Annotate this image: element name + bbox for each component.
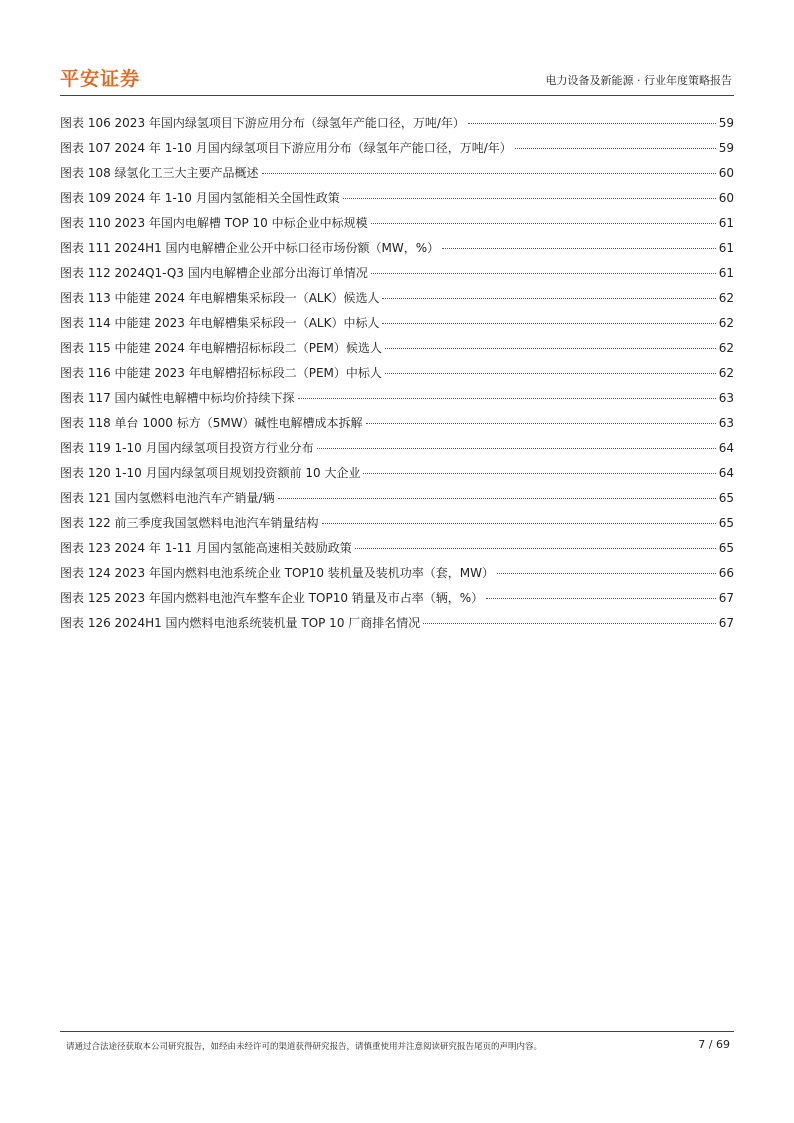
toc-entry-label: 图表 125 2023 年国内燃料电池汽车整车企业 TOP10 销量及市占率（辆，%） [60, 591, 484, 605]
toc-entry-page: 61 [718, 216, 734, 230]
company-logo: 平安证券 [60, 68, 141, 90]
toc-entry[interactable] [60, 214, 734, 239]
toc-entry[interactable] [60, 589, 734, 614]
toc-entry-page: 62 [718, 366, 734, 380]
dot-leader [343, 198, 716, 199]
dot-leader [363, 473, 715, 474]
dot-leader [298, 398, 716, 399]
dot-leader [385, 373, 716, 374]
toc-entry-page: 64 [718, 466, 734, 480]
header-divider [60, 95, 734, 96]
toc-entry-label: 图表 116 中能建 2023 年电解槽招标标段二（PEM）中标人 [60, 366, 382, 380]
toc-entry-page: 62 [718, 291, 734, 305]
toc-entry[interactable] [60, 414, 734, 439]
toc-entry-page: 65 [718, 516, 734, 530]
page-number: 7 / 69 [698, 1038, 730, 1051]
report-title: 电力设备及新能源 · 行业年度策略报告 [545, 74, 732, 87]
toc-entry-label: 图表 112 2024Q1-Q3 国内电解槽企业部分出海订单情况 [60, 266, 368, 280]
toc-entry-label: 图表 114 中能建 2023 年电解槽集采标段一（ALK）中标人 [60, 316, 380, 330]
toc-entry-label: 图表 110 2023 年国内电解槽 TOP 10 中标企业中标规模 [60, 216, 368, 230]
toc-entry-page: 60 [718, 191, 734, 205]
toc-entry-label: 图表 108 绿氢化工三大主要产品概述 [60, 166, 259, 180]
toc-entry-page: 63 [718, 391, 734, 405]
toc-entry-page: 63 [718, 416, 734, 430]
dot-leader [497, 573, 716, 574]
toc-entry[interactable] [60, 339, 734, 364]
toc-entry-label: 图表 119 1-10 月国内绿氢项目投资方行业分布 [60, 441, 314, 455]
toc-entry[interactable] [60, 289, 734, 314]
toc-entry[interactable] [60, 564, 734, 589]
toc-entry-label: 图表 109 2024 年 1-10 月国内氢能相关全国性政策 [60, 191, 340, 205]
dot-leader [486, 598, 716, 599]
toc-entry[interactable] [60, 314, 734, 339]
toc-entry-label: 图表 120 1-10 月国内绿氢项目规划投资额前 10 大企业 [60, 466, 361, 480]
toc-entry[interactable] [60, 489, 734, 514]
dot-leader [371, 273, 716, 274]
toc-entry[interactable] [60, 189, 734, 214]
toc-entry-page: 59 [718, 116, 734, 130]
footer-disclaimer: 请通过合法途径获取本公司研究报告，如经由未经许可的渠道获得研究报告，请慎重使用并注意阅读研究报告尾页的声明内容。 [66, 1042, 543, 1052]
toc-entry-page: 65 [718, 491, 734, 505]
toc-entry[interactable] [60, 514, 734, 539]
toc-entry-label: 图表 106 2023 年国内绿氢项目下游应用分布（绿氢年产能口径，万吨/年） [60, 116, 465, 130]
toc-entry[interactable] [60, 614, 734, 639]
footer-divider [60, 1031, 734, 1032]
toc-entry[interactable] [60, 164, 734, 189]
toc-entry-label: 图表 126 2024H1 国内燃料电池系统装机量 TOP 10 厂商排名情况 [60, 616, 421, 630]
toc-entry[interactable] [60, 439, 734, 464]
dot-leader [355, 548, 716, 549]
toc-entry-label: 图表 118 单台 1000 标方（5MW）碱性电解槽成本拆解 [60, 416, 363, 430]
figure-index-list [60, 114, 734, 639]
toc-entry-label: 图表 107 2024 年 1-10 月国内绿氢项目下游应用分布（绿氢年产能口径，万吨/年） [60, 141, 512, 155]
toc-entry-label: 图表 122 前三季度我国氢燃料电池汽车销量结构 [60, 516, 319, 530]
dot-leader [322, 523, 716, 524]
toc-entry[interactable] [60, 239, 734, 264]
toc-entry[interactable] [60, 264, 734, 289]
toc-entry-page: 64 [718, 441, 734, 455]
toc-entry-page: 61 [718, 241, 734, 255]
dot-leader [442, 248, 716, 249]
toc-entry[interactable] [60, 114, 734, 139]
dot-leader [262, 173, 716, 174]
toc-entry[interactable] [60, 139, 734, 164]
toc-entry-page: 62 [718, 316, 734, 330]
dot-leader [468, 123, 716, 124]
dot-leader [317, 448, 716, 449]
toc-entry[interactable] [60, 389, 734, 414]
toc-entry-page: 67 [718, 616, 734, 630]
toc-entry-page: 65 [718, 541, 734, 555]
toc-entry-page: 62 [718, 341, 734, 355]
dot-leader [423, 623, 715, 624]
toc-entry[interactable] [60, 364, 734, 389]
toc-entry-label: 图表 111 2024H1 国内电解槽企业公开中标口径市场份额（MW，%） [60, 241, 440, 255]
dot-leader [371, 223, 716, 224]
dot-leader [382, 298, 715, 299]
toc-entry[interactable] [60, 539, 734, 564]
dot-leader [385, 348, 716, 349]
toc-entry-label: 图表 115 中能建 2024 年电解槽招标标段二（PEM）候选人 [60, 341, 382, 355]
toc-entry-label: 图表 124 2023 年国内燃料电池系统企业 TOP10 装机量及装机功率（套，MW） [60, 566, 495, 580]
dot-leader [366, 423, 716, 424]
dot-leader [382, 323, 715, 324]
toc-entry-label: 图表 121 国内氢燃料电池汽车产销量/辆 [60, 491, 275, 505]
toc-entry-label: 图表 117 国内碱性电解槽中标均价持续下探 [60, 391, 295, 405]
toc-entry-page: 61 [718, 266, 734, 280]
toc-entry-label: 图表 123 2024 年 1-11 月国内氢能高速相关鼓励政策 [60, 541, 352, 555]
dot-leader [515, 148, 716, 149]
toc-entry[interactable] [60, 464, 734, 489]
toc-entry-page: 60 [718, 166, 734, 180]
toc-entry-page: 67 [718, 591, 734, 605]
dot-leader [278, 498, 716, 499]
toc-entry-page: 66 [718, 566, 734, 580]
toc-entry-label: 图表 113 中能建 2024 年电解槽集采标段一（ALK）候选人 [60, 291, 380, 305]
toc-entry-page: 59 [718, 141, 734, 155]
